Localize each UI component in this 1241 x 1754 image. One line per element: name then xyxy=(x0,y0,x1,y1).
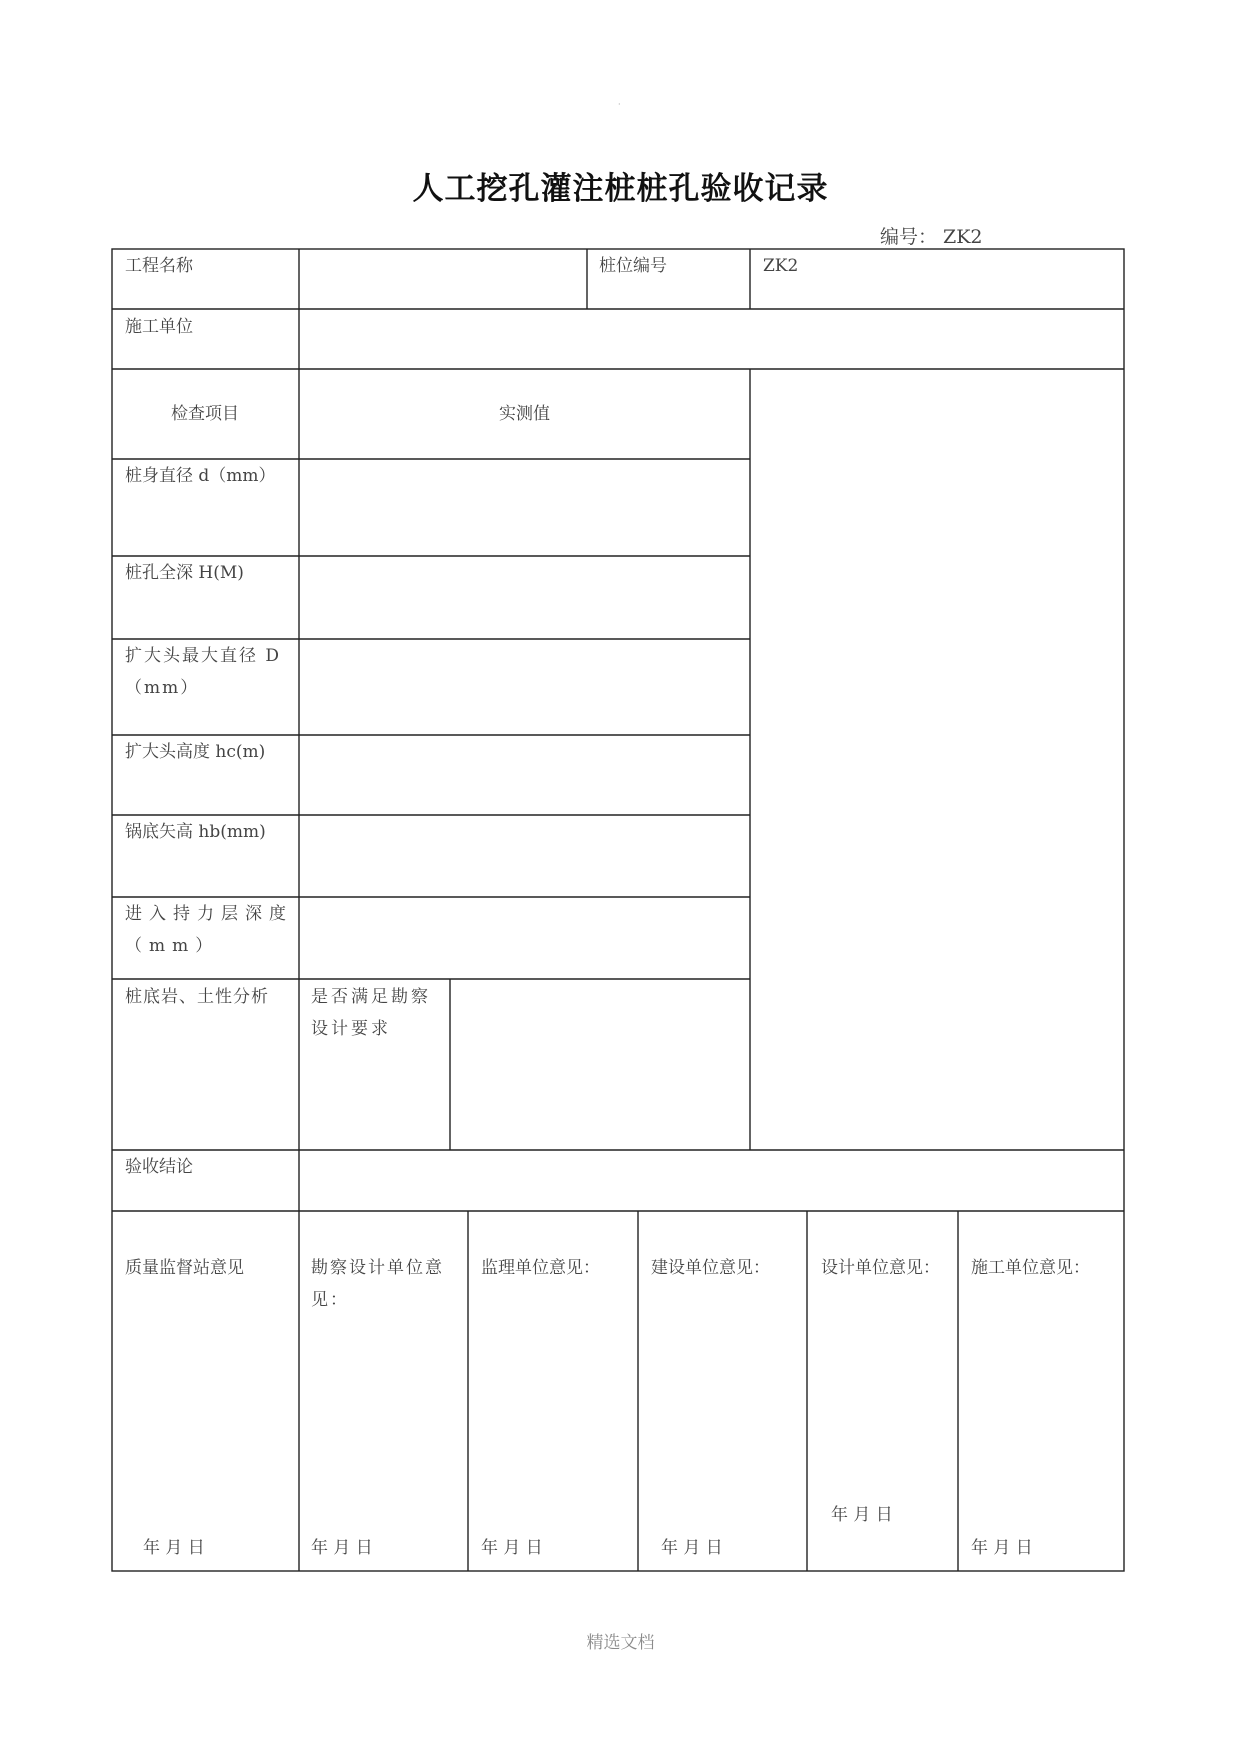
item-label-hole-depth: 桩孔全深 H(M) xyxy=(125,563,244,583)
check-item-header: 检查项目 xyxy=(171,404,239,424)
conclusion-label: 验收结论 xyxy=(125,1157,193,1177)
top-mark: · xyxy=(618,100,621,109)
opinion-contractor: 施工单位意见： xyxy=(971,1258,1090,1278)
opinion-designer: 设计单位意见： xyxy=(821,1258,940,1278)
measured-value-header: 实测值 xyxy=(499,404,550,424)
opinion-supervision: 监理单位意见： xyxy=(481,1258,600,1278)
opinion-owner: 建设单位意见： xyxy=(651,1258,770,1278)
item-label-bell-diameter: 扩大头最大直径 D（mm） xyxy=(125,646,282,698)
contractor-label: 施工单位 xyxy=(125,317,193,337)
project-name-label: 工程名称 xyxy=(125,256,193,276)
pile-number-label: 桩位编号 xyxy=(599,256,667,276)
opinion-designer-date: 年 月 日 xyxy=(831,1505,893,1525)
opinion-contractor-date: 年 月 日 xyxy=(971,1538,1033,1558)
opinion-survey-design: 勘察设计单位意见： xyxy=(311,1258,444,1310)
opinion-survey-design-date: 年 月 日 xyxy=(311,1538,373,1558)
opinion-owner-date: 年 月 日 xyxy=(661,1538,723,1558)
opinion-quality-station: 质量监督站意见 xyxy=(125,1258,244,1278)
inspection-form xyxy=(111,248,1125,1572)
page-footer: 精选文档 xyxy=(586,1633,655,1653)
rock-soil-label: 桩底岩、土性分析 xyxy=(125,987,269,1007)
opinion-quality-station-date: 年 月 日 xyxy=(143,1538,205,1558)
pile-number-value[interactable]: ZK2 xyxy=(763,256,799,276)
page-title: 人工挖孔灌注桩桩孔验收记录 xyxy=(412,171,829,207)
item-label-bearing-depth: 进入持力层深度（mm） xyxy=(125,904,293,956)
requirement-question: 是否满足勘察设计要求 xyxy=(311,987,431,1039)
item-label-bell-height: 扩大头高度 hc(m) xyxy=(125,742,266,762)
item-label-bottom-rise: 锅底矢高 hb(mm) xyxy=(125,822,266,842)
item-label-pile-diameter: 桩身直径 d（mm） xyxy=(125,466,276,486)
opinion-supervision-date: 年 月 日 xyxy=(481,1538,543,1558)
serial-number: 编号： ZK2 xyxy=(880,226,983,248)
